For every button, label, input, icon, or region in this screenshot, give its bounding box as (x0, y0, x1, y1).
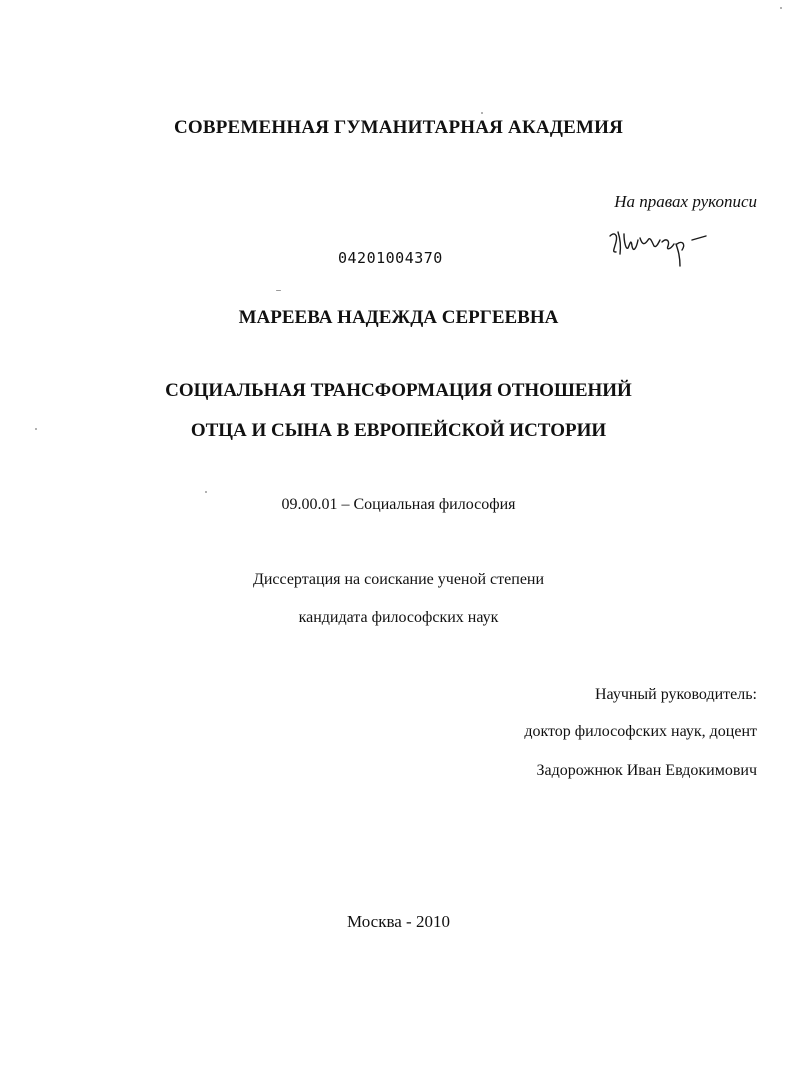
scan-speck (481, 112, 483, 114)
scan-speck (780, 7, 782, 9)
institution-name: СОВРЕМЕННАЯ ГУМАНИТАРНАЯ АКАДЕМИЯ (173, 117, 624, 138)
supervisor-title: доктор философских наук, доцент (524, 723, 757, 740)
dissertation-title-line-2: ОТЦА И СЫНА В ЕВРОПЕЙСКОЙ ИСТОРИИ (190, 420, 607, 441)
specialty-code: 09.00.01 – Социальная философия (281, 496, 516, 513)
supervisor-name: Задорожнюк Иван Евдокимович (536, 762, 757, 779)
scan-speck (35, 428, 37, 430)
supervisor-label: Научный руководитель: (594, 686, 757, 703)
dissertation-title-line-1: СОЦИАЛЬНАЯ ТРАНСФОРМАЦИЯ ОТНОШЕНИЙ (165, 380, 632, 401)
handwritten-signature (604, 222, 714, 270)
scan-speck (205, 491, 207, 493)
scan-speck (276, 290, 281, 291)
author-name: МАРЕЕВА НАДЕЖДА СЕРГЕЕВНА (238, 307, 559, 328)
manuscript-rights-note: На правах рукописи (614, 192, 757, 211)
degree-statement-line-2: кандидата философских наук (298, 609, 499, 626)
degree-statement-line-1: Диссертация на соискание ученой степени (252, 571, 545, 588)
place-and-year: Москва - 2010 (347, 912, 450, 931)
registration-number: 04201004370 (338, 249, 443, 267)
